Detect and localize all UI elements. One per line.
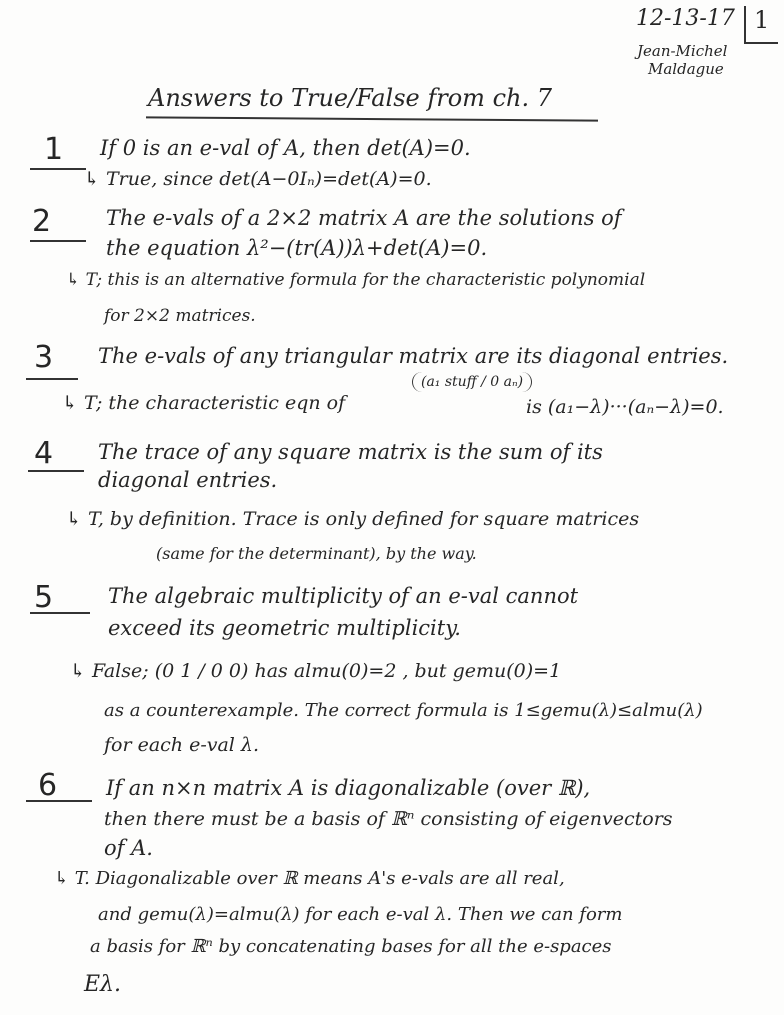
item-4-question-line-2: diagonal entries. [98,468,278,492]
item-4-question-line-1: The trace of any square matrix is the sum of its [98,440,603,464]
item-1-answer-line-1: ↳ True, since det(A−0Iₙ)=det(A)=0. [84,168,432,190]
item-6-question-line-2: then there must be a basis of ℝⁿ consisting of eigenvectors [104,808,673,830]
item-6-answer-line-2: and gemu(λ)=almu(λ) for each e-val λ. Then we can form [98,904,623,925]
page-title: Answers to True/False from ch. 7 [148,84,552,112]
date: 12-13-17 [636,6,735,31]
item-3-answer-line-1: ↳ T; the characteristic eqn of [62,392,346,414]
item-4-answer-line-1: ↳ T, by definition. Trace is only defined for square matrices [66,508,640,530]
item-3-answer-line-2: is (a₁−λ)···(aₙ−λ)=0. [526,396,724,418]
item-6-question-line-3: of A. [104,836,153,860]
item-1-question-line-1: If 0 is an e-val of A, then det(A)=0. [100,136,471,160]
item-number-underline [26,800,92,802]
item-6-question-line-1: If an n×n matrix A is diagonalizable (over ℝ), [106,776,591,800]
item-5-answer-line-1: ↳ False; (0 1 / 0 0) has almu(0)=2 , but gemu(0)=1 [70,660,562,682]
item-number-underline [28,470,84,472]
item-4-answer-line-2: (same for the determinant), by the way. [156,544,477,563]
author-last-name: Maldague [648,60,724,78]
item-5-question-line-2: exceed its geometric multiplicity. [108,616,461,640]
item-number-underline [30,240,86,242]
page-number: 1 [754,6,770,34]
item-6-answer-line-3: a basis for ℝⁿ by concatenating bases for all the e-spaces [90,936,612,957]
item-number-underline [26,378,78,380]
item-number-underline [30,168,86,170]
item-2-question-line-2: the equation λ²−(tr(A))λ+det(A)=0. [106,236,488,260]
item-2-answer-line-1: ↳ T; this is an alternative formula for the characteristic polynomial [66,270,646,290]
item-number-2: 2 [32,204,52,239]
item-5-answer-line-2: as a counterexample. The correct formula is 1≤gemu(λ)≤almu(λ) [104,700,703,721]
title-underline [146,116,598,121]
item-5-question-line-1: The algebraic multiplicity of an e-val cannot [108,584,579,608]
item-number-5: 5 [34,580,54,615]
item-number-6: 6 [38,768,58,803]
item-6-answer-line-1: ↳ T. Diagonalizable over ℝ means A's e-vals are all real, [54,868,565,889]
item-number-3: 3 [34,340,54,375]
item-2-question-line-1: The e-vals of a 2×2 matrix A are the solutions of [106,206,622,230]
triangular-matrix: (a₁ stuff / 0 aₙ) [412,372,532,392]
item-number-1: 1 [44,132,64,167]
item-3-question-line-1: The e-vals of any triangular matrix are its diagonal entries. [98,344,729,368]
item-number-underline [30,612,90,614]
item-6-answer-line-4: Eλ. [84,972,121,997]
item-5-answer-line-3: for each e-val λ. [104,734,260,756]
item-2-answer-line-2: for 2×2 matrices. [104,306,256,326]
item-number-4: 4 [34,436,54,471]
author-first-name: Jean-Michel [637,42,728,60]
